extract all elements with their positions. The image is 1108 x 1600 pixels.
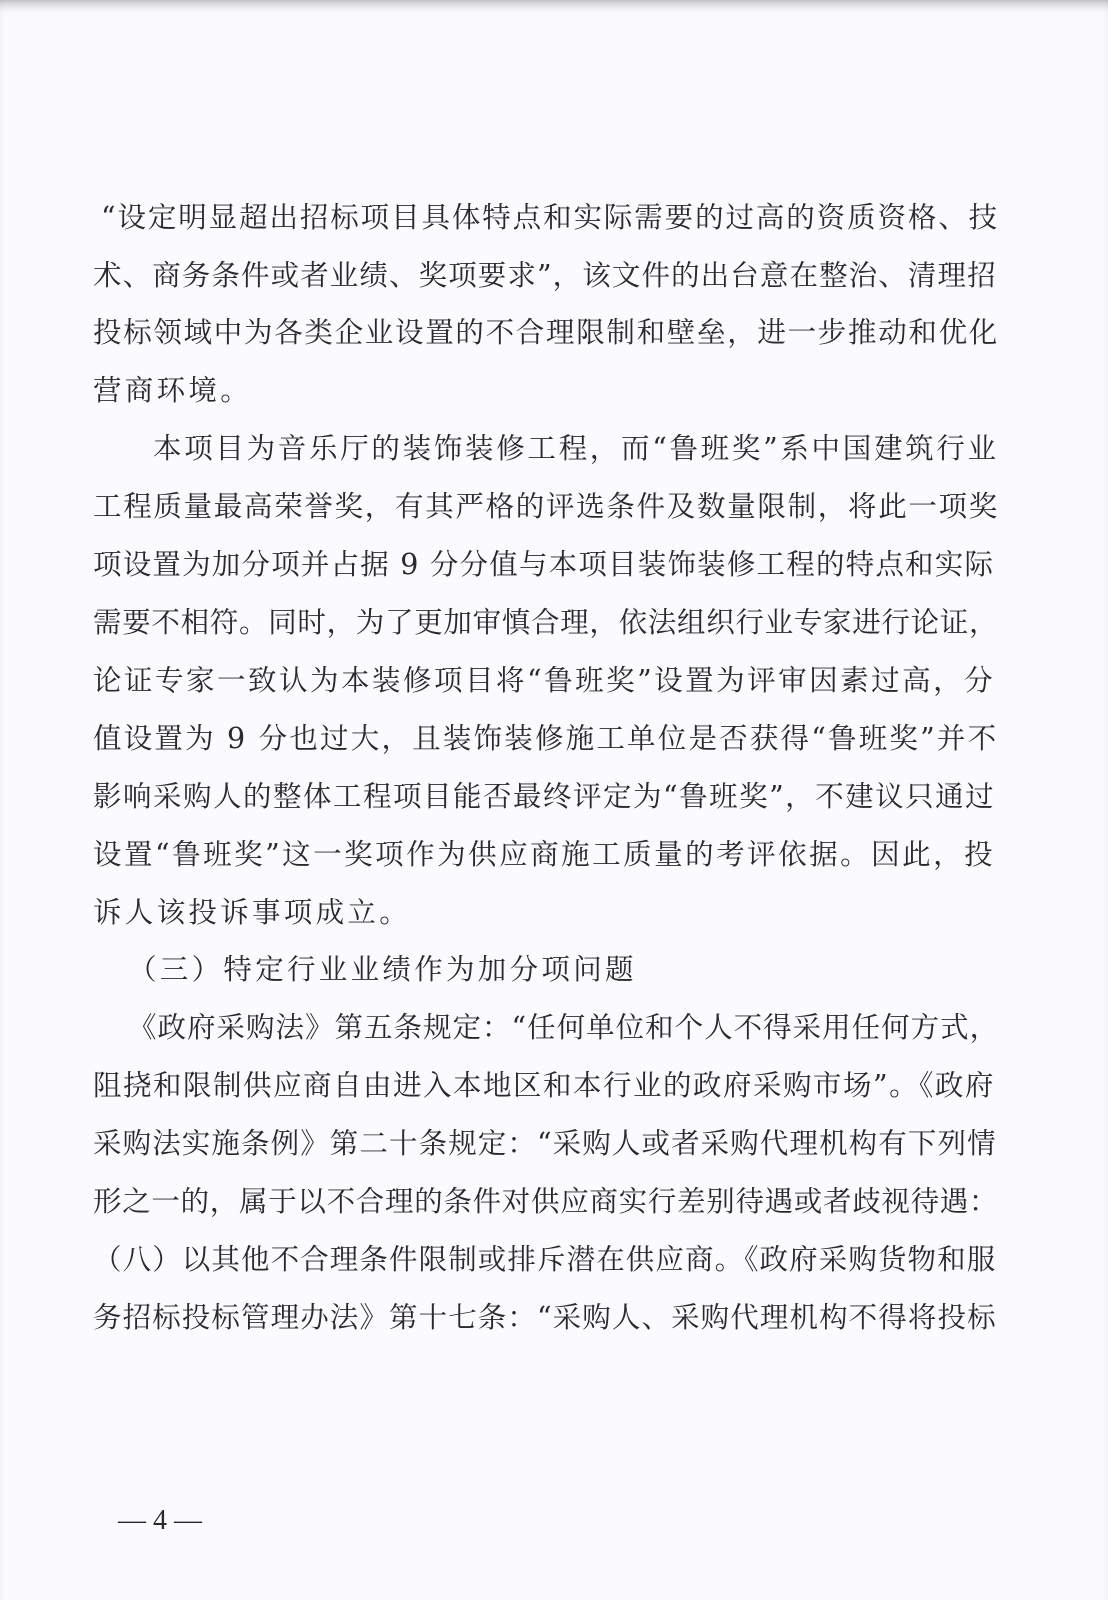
line-text: 术、商务条件或者业绩、奖项要求”，该文件的出台意在整治、清理招 [93, 259, 997, 292]
line-text: 采购法实施条例》第二十条规定：“采购人或者采购代理机构有下列情 [93, 1127, 997, 1160]
text-line [0, 777, 1108, 817]
line-text: 形之一的，属于以不合理的条件对供应商实行差别待遇或者歧视待遇： [93, 1185, 999, 1218]
text-line [0, 719, 1108, 759]
line-text: （八）以其他不合理条件限制或排斥潜在供应商。《政府采购货物和服 [93, 1243, 997, 1276]
text-line [0, 256, 1108, 296]
line-text: 论证专家一致认为本装修项目将“鲁班奖”设置为评审因素过高，分 [93, 664, 996, 697]
text-line [0, 198, 1108, 238]
text-line [0, 603, 1108, 643]
text-line [0, 371, 1108, 411]
line-text: 投标领域中为各类企业设置的不合理限制和壁垒，进一步推动和优化 [93, 316, 1000, 349]
line-text: 工程质量最高荣誉奖，有其严格的评选条件及数量限制，将此一项奖 [93, 490, 1000, 523]
line-text: （三）特定行业业绩作为加分项问题 [128, 953, 637, 986]
text-line [0, 429, 1108, 469]
text-line [0, 487, 1108, 527]
line-text: 诉人该投诉事项成立。 [93, 896, 412, 929]
text-line [0, 1298, 1108, 1338]
text-line [0, 1008, 1108, 1048]
text-line [0, 545, 1108, 585]
text-line [0, 1124, 1108, 1164]
line-text: “设定明显超出招标项目具体特点和实际需要的过高的资质资格、技 [101, 201, 1000, 234]
line-text: 设置“鲁班奖”这一奖项作为供应商施工质量的考评依据。因此，投 [93, 838, 996, 871]
line-text: 《政府采购法》第五条规定：“任何单位和个人不得采用任何方式， [128, 1011, 1000, 1044]
line-text: 本项目为音乐厅的装饰装修工程，而“鲁班奖”系中国建筑行业 [153, 432, 999, 465]
text-line [0, 835, 1108, 875]
line-text: 阻挠和限制供应商自由进入本地区和本行业的政府采购市场”。《政府 [93, 1069, 995, 1102]
text-line [0, 1240, 1108, 1280]
line-text: 值设置为 9 分也过大，且装饰装修施工单位是否获得“鲁班奖”并不 [93, 722, 999, 755]
line-text: 务招标投标管理办法》第十七条：“采购人、采购代理机构不得将投标 [93, 1301, 997, 1334]
text-line [0, 893, 1108, 933]
text-line [0, 661, 1108, 701]
text-line [0, 1182, 1108, 1222]
line-text: 影响采购人的整体工程项目能否最终评定为“鲁班奖”，不建议只通过 [93, 780, 996, 813]
line-text: 项设置为加分项并占据 9 分分值与本项目装饰装修工程的特点和实际 [93, 548, 995, 581]
text-line [0, 1066, 1108, 1106]
page-number: — 4 — [118, 1505, 202, 1536]
line-text: 需要不相符。同时，为了更加审慎合理，依法组织行业专家进行论证， [93, 606, 999, 639]
line-text: 营商环境。 [93, 374, 253, 407]
section-heading [0, 950, 1108, 990]
text-line [0, 313, 1108, 353]
